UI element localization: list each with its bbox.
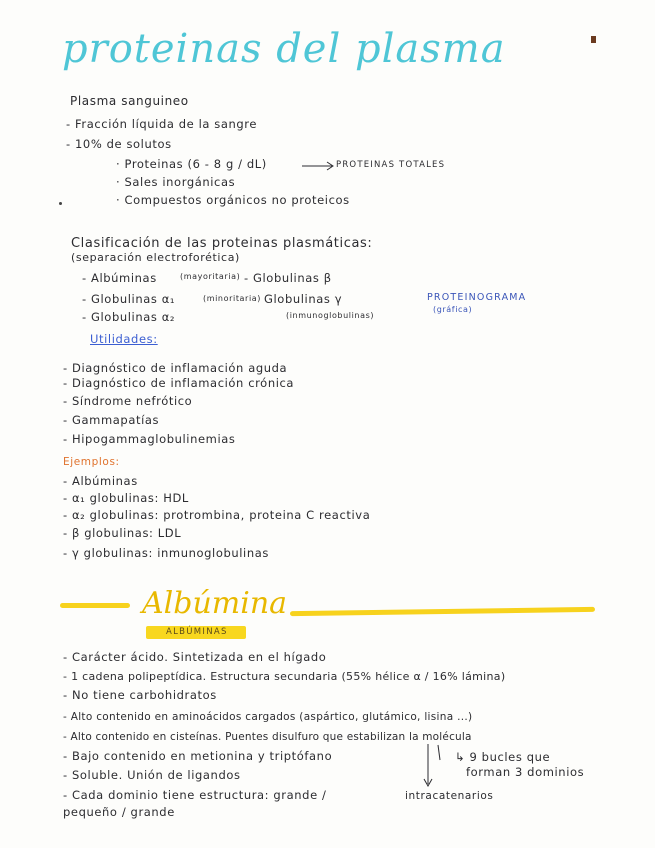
albuminas-subtitle: ALBÚMINAS (166, 627, 228, 637)
plasma-item-1: - Fracción líquida de la sangre (66, 117, 258, 131)
proteinas-totales-label: PROTEINAS TOTALES (336, 160, 446, 170)
class-albuminas: - Albúminas (82, 271, 157, 285)
albumina-item-6: - Bajo contenido en metionina y triptófano (63, 749, 333, 763)
albumina-title: Albúmina (142, 586, 288, 621)
class-globulinas-gamma: Globulinas γ (264, 292, 343, 306)
intracatenarios-note: intracatenarios (405, 790, 494, 802)
page-title: proteinas del plasma (62, 26, 506, 72)
albumina-item-2: - 1 cadena polipeptídica. Estructura secundaria (55% hélice α / 16% lámina) (63, 670, 506, 683)
bucles-note-2: forman 3 dominios (466, 765, 585, 779)
albumina-item-3: - No tiene carbohidratos (63, 688, 217, 702)
utilidades-heading: Utilidades: (90, 332, 158, 346)
plasma-item-2: - 10% de solutos (66, 137, 172, 151)
proteinograma-note: (gráfica) (433, 305, 473, 314)
class-globulinas-beta: - Globulinas β (244, 271, 332, 285)
ejemplo-item-5: - γ globulinas: inmunoglobulinas (63, 546, 269, 560)
utilidad-item-1: - Diagnóstico de inflamación aguda (63, 361, 288, 375)
plasma-heading: Plasma sanguineo (70, 94, 189, 108)
class-globulinas-a1-note: (minoritaria) (203, 294, 261, 303)
classification-subheading: (separación electroforética) (71, 251, 240, 264)
utilidad-item-2: - Diagnóstico de inflamación crónica (63, 376, 295, 390)
albumina-item-5: - Alto contenido en cisteínas. Puentes disulfuro que estabilizan la molécula (63, 731, 472, 743)
class-globulinas-gamma-note: (inmunoglobulinas) (286, 311, 375, 320)
solute-proteinas: · Proteinas (6 - 8 g / dL) (116, 157, 267, 171)
utilidad-item-5: - Hipogammaglobulinemias (63, 432, 236, 446)
utilidad-item-4: - Gammapatías (63, 413, 160, 427)
bracket-mark (438, 745, 440, 760)
ejemplo-item-1: - Albúminas (63, 474, 138, 488)
albumina-item-4: - Alto contenido en aminoácidos cargados (aspártico, glutámico, lisina ...) (63, 711, 473, 723)
ejemplos-heading: Ejemplos: (63, 456, 120, 468)
corner-mark (591, 36, 596, 43)
class-albuminas-note: (mayoritaria) (180, 272, 241, 281)
class-globulinas-a2: - Globulinas α₂ (82, 310, 176, 324)
proteinograma-label: PROTEINOGRAMA (427, 292, 527, 303)
albumina-item-7: - Soluble. Unión de ligandos (63, 768, 241, 782)
solute-compuestos: · Compuestos orgánicos no proteicos (116, 193, 350, 207)
classification-heading: Clasificación de las proteinas plasmáticas: (71, 236, 373, 251)
bucles-note-1: ↳ 9 bucles que (455, 750, 551, 764)
albumina-rule-left (60, 603, 130, 608)
ejemplo-item-3: - α₂ globulinas: protrombina, proteina C reactiva (63, 508, 371, 522)
albumina-rule-right (290, 607, 595, 616)
arrow-head-totales (327, 162, 333, 170)
utilidad-item-3: - Síndrome nefrótico (63, 394, 193, 408)
albumina-item-9: pequeño / grande (63, 805, 175, 819)
albumina-item-8: - Cada dominio tiene estructura: grande / (63, 788, 327, 802)
class-globulinas-a1: - Globulinas α₁ (82, 292, 176, 306)
albumina-item-1: - Carácter ácido. Sintetizada en el hígado (63, 650, 327, 664)
ejemplo-item-2: - α₁ globulinas: HDL (63, 491, 189, 505)
solute-sales: · Sales inorgánicas (116, 175, 236, 189)
ejemplo-item-4: - β globulinas: LDL (63, 526, 182, 540)
arrow-head-intracatenarios (424, 779, 432, 786)
margin-dot (59, 202, 62, 205)
